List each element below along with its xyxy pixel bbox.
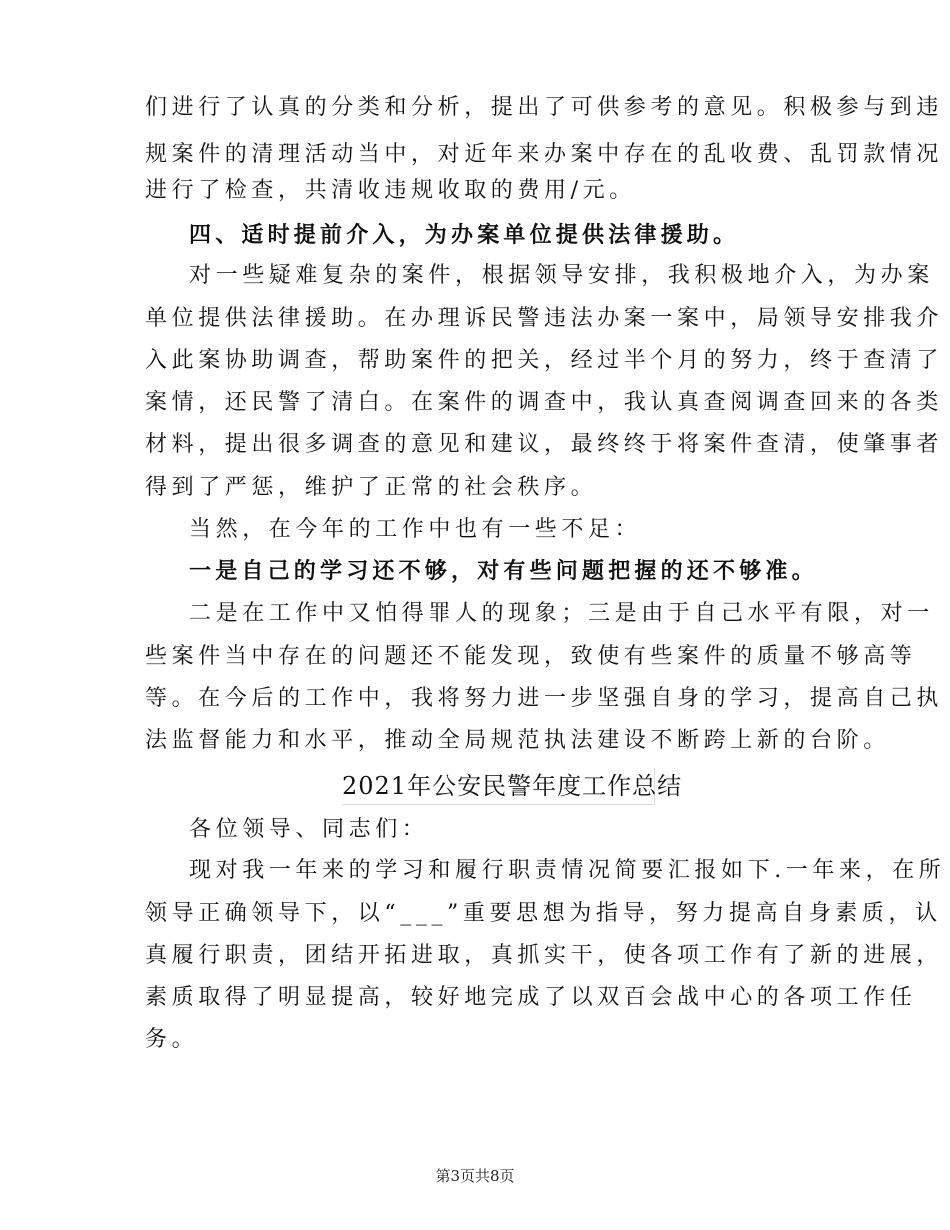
bold-text-line: 一是自己的学习还不够，对有些问题把握的还不够准。	[189, 559, 818, 584]
body-text-line: 法监督能力和水平，推动全局规范执法建设不断跨上新的台阶。	[145, 728, 890, 753]
page-number: 第3页共8页	[435, 1167, 515, 1185]
body-text-line: 案情，还民警了清白。在案件的调查中，我认真查阅调查回来的各类	[145, 390, 944, 415]
body-text-line: 些案件当中存在的问题还不能发现，致使有些案件的质量不够高等	[145, 644, 917, 669]
document-title: 2021年公安民警年度工作总结	[342, 768, 655, 805]
body-text-line: 领导正确领导下，以“___”重要思想为指导，努力提高自身素质，认	[145, 901, 942, 926]
body-text-line: 对一些疑难复杂的案件，根据领导安排，我积极地介入，为办案	[189, 263, 934, 288]
body-text-line: 单位提供法律援助。在办理诉民警违法办案一案中，局领导安排我介	[145, 306, 944, 331]
body-text-line: 入此案协助调查，帮助案件的把关，经过半个月的努力，终于查清了	[145, 348, 944, 373]
body-text-line: 等。在今后的工作中，我将努力进一步坚强自身的学习，提高自己执	[145, 686, 944, 711]
body-text-line: 当然，在今年的工作中也有一些不足：	[189, 517, 642, 542]
body-text-line: 现对我一年来的学习和履行职责情况简要汇报如下.一年来，在所	[189, 858, 946, 883]
body-text-line: 务。	[145, 1027, 199, 1052]
body-text-line: 真履行职责，团结开拓进取，真抓实干，使各项工作有了新的进展，	[145, 943, 944, 968]
body-text-line: 材料，提出很多调查的意见和建议，最终终于将案件查清，使肇事者	[145, 432, 944, 457]
body-text-line: 二是在工作中又怕得罪人的现象；三是由于自己水平有限，对一	[189, 601, 934, 626]
body-text-line: 得到了严惩，维护了正常的社会秩序。	[145, 475, 598, 500]
body-text-line: 规案件的清理活动当中，对近年来办案中存在的乱收费、乱罚款情况	[145, 142, 944, 167]
body-text-line: 进行了检查，共清收违规收取的费用/元。	[145, 178, 636, 203]
body-text-line: 素质取得了明显提高，较好地完成了以双百会战中心的各项工作任	[145, 985, 917, 1010]
section-heading: 四、适时提前介入，为办案单位提供法律援助。	[189, 223, 740, 248]
salutation: 各位领导、同志们：	[189, 817, 429, 842]
body-text-line: 们进行了认真的分类和分析，提出了可供参考的意见。积极参与到违	[145, 95, 944, 120]
